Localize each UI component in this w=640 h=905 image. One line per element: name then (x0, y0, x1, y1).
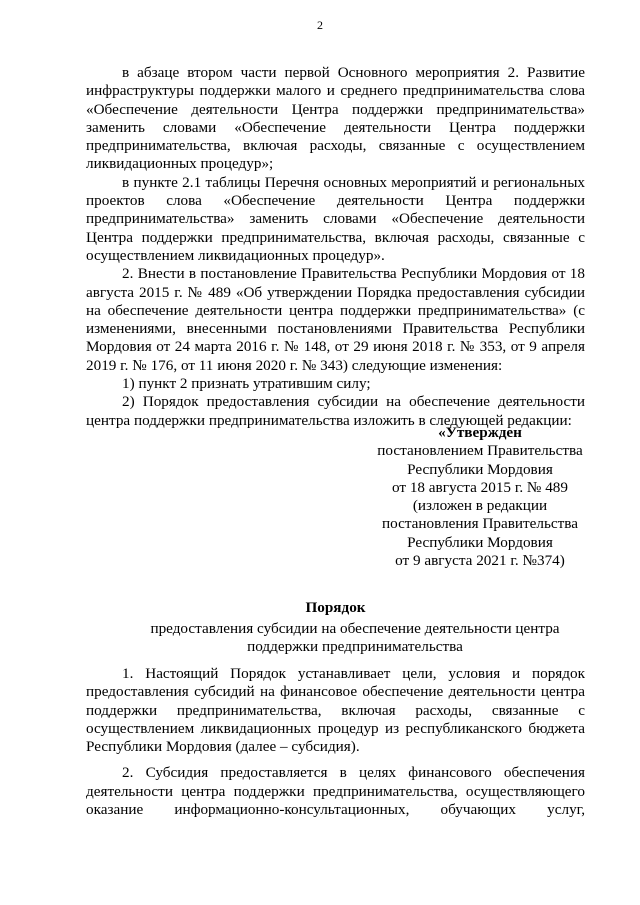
approval-line: от 9 августа 2021 г. №374) (395, 552, 565, 570)
page-number: 2 (317, 18, 323, 32)
approval-line: от 18 августа 2015 г. № 489 (392, 478, 568, 496)
approval-line: постановления Правительства (381, 515, 579, 533)
document-subtitle: предоставления субсидии на обеспечение деятельности центра поддержки предпринимательства (150, 620, 560, 656)
approval-line: Республики Мордовия (407, 460, 553, 478)
approval-line: Республики Мордовия (407, 533, 553, 551)
amendment-text (86, 64, 585, 430)
approval-line: постановлением Правительства (377, 442, 583, 460)
clause-1: 1. Настоящий Порядок устанавливает цели, условия и порядок предоставления субсидий на финансовое обеспечение деятельности центра поддержки предпринимательства, включая расходы, связанные с осуществлением ликвидационных процедур из республиканского бюджета Республики Мордовия (далее – субсидия). (86, 665, 585, 756)
paragraph-subitem-1: 1) пункт 2 признать утратившим силу; (122, 375, 371, 393)
paragraph-item-2: 2. Внести в постановление Правительства Республики Мордовия от 18 августа 2015 г. № 489 «Об утверждении Порядка предоставления субсидии на обеспечение деятельности центра поддержки предпринимательства» (с изменениями, внесенными постановлениями Правительства Республики Мордовия от 24 марта 2016 г. № 148, от 29 июня 2018 г. № 353, от 9 апреля 2019 г. № 176, от 11 июня 2020 г. № 343) следующие изменения: (86, 265, 585, 374)
paragraph-abzac: в абзаце втором части первой Основного мероприятия 2. Развитие инфраструктуры поддержки малого и среднего предпринимательства слова «Обеспечение деятельности Центра поддержки предпринимательства» заменить словами «Обеспечение деятельности Центра поддержки предпринимательства, включая расходы, связанные с осуществлением ликвидационных процедур»; (86, 64, 585, 173)
clause-2: 2. Субсидия предоставляется в целях финансового обеспечения деятельности центра поддержки предпринимательства, осуществляющего оказание информационно-консультационных, обучающих услуг, (86, 764, 585, 819)
approval-block (360, 424, 600, 570)
approval-title: «Утвержден (438, 424, 522, 441)
paragraph-subitem-2: 2) Порядок предоставления субсидии на обеспечение деятельности центра поддержки предпринимательства изложить в следующей редакции: (86, 393, 585, 429)
order-clauses (86, 665, 585, 819)
paragraph-punkt-2-1: в пункте 2.1 таблицы Перечня основных мероприятий и региональных проектов слова «Обеспечение деятельности Центра поддержки предпринимательства» заменить словами «Обеспечение деятельности Центра поддержки предпринимательства, включая расходы, связанные с осуществлением ликвидационных процедур». (86, 173, 585, 264)
approval-line: (изложен в редакции (412, 497, 548, 515)
document-title: Порядок (305, 599, 366, 616)
